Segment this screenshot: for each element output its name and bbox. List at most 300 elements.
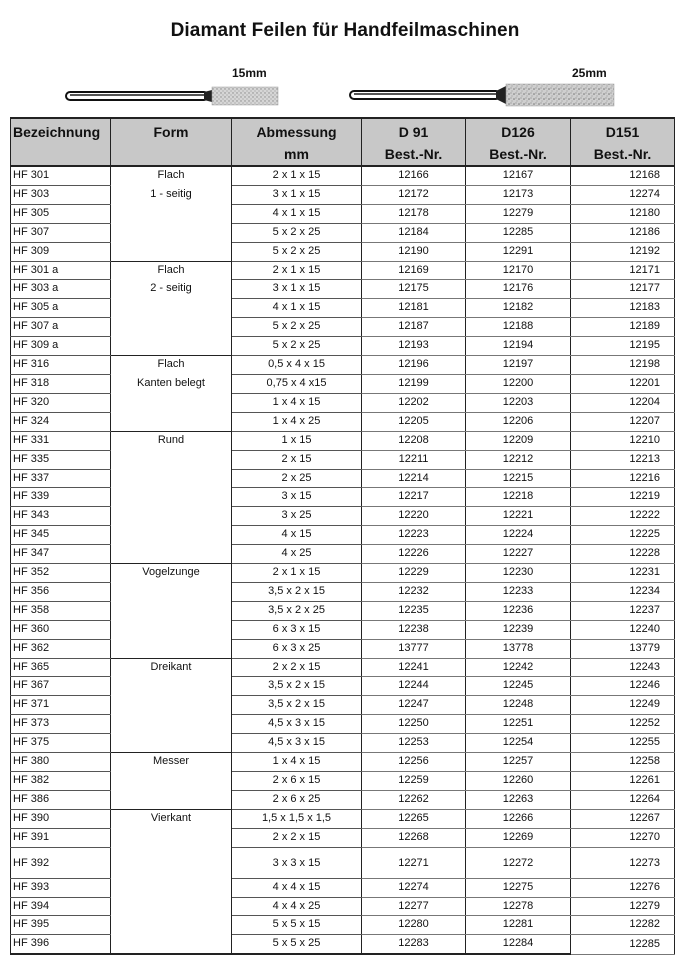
table-row [11,204,675,223]
cell-d126: 12279 [466,204,571,223]
cell-d126: 12236 [466,601,571,620]
table-row [11,166,675,185]
table-row [11,356,675,375]
cell-bezeichnung: HF 352 [11,564,111,583]
cell-d151: 12228 [571,545,675,564]
table-row [11,658,675,677]
cell-abmessung: 5 x 2 x 25 [232,318,362,337]
subheader-d126-bestnr: Best.-Nr. [466,143,571,166]
cell-bezeichnung: HF 309 [11,242,111,261]
cell-d126: 12269 [466,828,571,847]
cell-bezeichnung: HF 303 a [11,280,111,299]
cell-d91: 12220 [362,507,466,526]
cell-d151: 12282 [571,916,675,935]
cell-abmessung: 4 x 1 x 15 [232,204,362,223]
cell-d91: 12184 [362,223,466,242]
cell-form [111,299,232,318]
cell-d126: 12188 [466,318,571,337]
cell-form: Flach [111,356,232,375]
cell-d126: 12284 [466,935,571,954]
cell-abmessung: 3 x 3 x 15 [232,847,362,878]
cell-form [111,526,232,545]
cell-d126: 12257 [466,753,571,772]
cell-d126: 12248 [466,696,571,715]
cell-d126: 12254 [466,734,571,753]
cell-form [111,318,232,337]
cell-abmessung: 4 x 4 x 15 [232,878,362,897]
cell-d151: 12274 [571,185,675,204]
table-row [11,393,675,412]
table-row [11,185,675,204]
table-row [11,261,675,280]
cell-d91: 12187 [362,318,466,337]
table-row [11,488,675,507]
cell-d91: 12244 [362,677,466,696]
cell-d126: 13778 [466,639,571,658]
cell-bezeichnung: HF 392 [11,847,111,878]
cell-d151: 12243 [571,658,675,677]
table-subheader-row [11,143,675,166]
cell-form: Kanten belegt [111,374,232,393]
cell-d91: 12265 [362,809,466,828]
cell-bezeichnung: HF 365 [11,658,111,677]
cell-d91: 12262 [362,790,466,809]
table-row [11,337,675,356]
cell-d126: 12200 [466,374,571,393]
cell-d151: 12216 [571,469,675,488]
cell-d91: 12238 [362,620,466,639]
cell-form [111,847,232,878]
cell-d151: 12198 [571,356,675,375]
cell-d126: 12203 [466,393,571,412]
cell-form: Dreikant [111,658,232,677]
cell-d151: 12171 [571,261,675,280]
table-row [11,469,675,488]
table-row [11,223,675,242]
cell-d91: 12175 [362,280,466,299]
cell-d151: 12189 [571,318,675,337]
cell-form [111,469,232,488]
cell-d151: 12276 [571,878,675,897]
cell-form [111,582,232,601]
cell-d126: 12291 [466,242,571,261]
cell-d126: 12194 [466,337,571,356]
cell-abmessung: 3 x 15 [232,488,362,507]
cell-abmessung: 2 x 6 x 15 [232,772,362,791]
cell-d126: 12242 [466,658,571,677]
table-row [11,753,675,772]
cell-bezeichnung: HF 360 [11,620,111,639]
cell-abmessung: 2 x 1 x 15 [232,166,362,185]
cell-form [111,620,232,639]
cell-d151: 12195 [571,337,675,356]
cell-form [111,715,232,734]
cell-form: 1 - seitig [111,185,232,204]
table-row [11,318,675,337]
cell-bezeichnung: HF 380 [11,753,111,772]
cell-form: Flach [111,166,232,185]
cell-abmessung: 3,5 x 2 x 15 [232,582,362,601]
cell-bezeichnung: HF 391 [11,828,111,847]
cell-d151: 12240 [571,620,675,639]
cell-bezeichnung: HF 316 [11,356,111,375]
cell-abmessung: 6 x 3 x 15 [232,620,362,639]
cell-bezeichnung: HF 331 [11,431,111,450]
cell-form [111,897,232,916]
cell-d151: 12279 [571,897,675,916]
table-row [11,847,675,878]
cell-abmessung: 2 x 1 x 15 [232,261,362,280]
cell-abmessung: 4,5 x 3 x 15 [232,715,362,734]
cell-d91: 12181 [362,299,466,318]
table-row [11,677,675,696]
cell-d91: 12259 [362,772,466,791]
table-row [11,809,675,828]
table-row [11,526,675,545]
cell-d151: 12264 [571,790,675,809]
table-row [11,790,675,809]
cell-bezeichnung: HF 382 [11,772,111,791]
table-row [11,734,675,753]
table-row [11,715,675,734]
cell-d91: 13777 [362,639,466,658]
table-row [11,935,675,954]
cell-bezeichnung: HF 303 [11,185,111,204]
cell-bezeichnung: HF 301 a [11,261,111,280]
table-row [11,897,675,916]
cell-form [111,223,232,242]
cell-d126: 12266 [466,809,571,828]
cell-abmessung: 2 x 15 [232,450,362,469]
cell-d126: 12251 [466,715,571,734]
cell-bezeichnung: HF 367 [11,677,111,696]
subheader-abmessung-unit: mm [232,143,362,166]
cell-bezeichnung: HF 345 [11,526,111,545]
cell-form [111,916,232,935]
cell-d151: 12261 [571,772,675,791]
cell-d151: 12234 [571,582,675,601]
header-d91: D 91 [362,118,466,143]
cell-bezeichnung: HF 305 [11,204,111,223]
cell-abmessung: 4,5 x 3 x 15 [232,734,362,753]
cell-abmessung: 1,5 x 1,5 x 1,5 [232,809,362,828]
cell-d126: 12227 [466,545,571,564]
cell-d91: 12268 [362,828,466,847]
cell-abmessung: 5 x 2 x 25 [232,223,362,242]
cell-form [111,878,232,897]
table-header-row [11,118,675,143]
header-d126: D126 [466,118,571,143]
cell-d91: 12271 [362,847,466,878]
cell-d91: 12226 [362,545,466,564]
cell-d126: 12197 [466,356,571,375]
cell-form [111,790,232,809]
cell-d91: 12208 [362,431,466,450]
cell-bezeichnung: HF 347 [11,545,111,564]
cell-d91: 12241 [362,658,466,677]
file-label-15mm: 15mm [232,66,267,80]
cell-d126: 12182 [466,299,571,318]
cell-abmessung: 3,5 x 2 x 25 [232,601,362,620]
cell-d126: 12239 [466,620,571,639]
cell-d126: 12170 [466,261,571,280]
cell-d91: 12202 [362,393,466,412]
cell-d151: 12168 [571,166,675,185]
cell-d151: 12192 [571,242,675,261]
cell-d126: 12245 [466,677,571,696]
cell-d126: 12281 [466,916,571,935]
cell-abmessung: 0,75 x 4 x15 [232,374,362,393]
cell-d91: 12256 [362,753,466,772]
cell-bezeichnung: HF 373 [11,715,111,734]
cell-d151: 12180 [571,204,675,223]
table-row [11,696,675,715]
cell-abmessung: 2 x 6 x 25 [232,790,362,809]
cell-d126: 12221 [466,507,571,526]
cell-form: Messer [111,753,232,772]
table-row [11,639,675,658]
header-form: Form [111,118,232,143]
cell-d151: 12183 [571,299,675,318]
table-row [11,601,675,620]
cell-bezeichnung: HF 343 [11,507,111,526]
cell-d91: 12190 [362,242,466,261]
cell-abmessung: 3,5 x 2 x 15 [232,696,362,715]
cell-d91: 12196 [362,356,466,375]
cell-d126: 12224 [466,526,571,545]
cell-d91: 12172 [362,185,466,204]
cell-abmessung: 4 x 25 [232,545,362,564]
cell-d151: 12267 [571,809,675,828]
cell-bezeichnung: HF 324 [11,412,111,431]
cell-bezeichnung: HF 309 a [11,337,111,356]
cell-d126: 12285 [466,223,571,242]
table-row [11,772,675,791]
table-row [11,916,675,935]
cell-bezeichnung: HF 339 [11,488,111,507]
table-row [11,431,675,450]
subheader-form [111,143,232,166]
cell-d91: 12250 [362,715,466,734]
cell-bezeichnung: HF 375 [11,734,111,753]
subheader-d151-bestnr: Best.-Nr. [571,143,675,166]
cell-d151: 12177 [571,280,675,299]
cell-d151: 12246 [571,677,675,696]
cell-bezeichnung: HF 307 a [11,318,111,337]
table-row [11,878,675,897]
cell-d126: 12215 [466,469,571,488]
cell-d126: 12167 [466,166,571,185]
cell-d126: 12206 [466,412,571,431]
cell-form: 2 - seitig [111,280,232,299]
cell-d151: 12231 [571,564,675,583]
cell-form [111,412,232,431]
cell-d126: 12278 [466,897,571,916]
cell-form: Rund [111,431,232,450]
cell-bezeichnung: HF 305 a [11,299,111,318]
cell-d151: 12210 [571,431,675,450]
cell-abmessung: 3 x 25 [232,507,362,526]
cell-d151: 12204 [571,393,675,412]
cell-d91: 12193 [362,337,466,356]
cell-form [111,639,232,658]
cell-d126: 12212 [466,450,571,469]
cell-d151: 12207 [571,412,675,431]
page-title: Diamant Feilen für Handfeilmaschinen [170,20,520,41]
cell-abmessung: 4 x 15 [232,526,362,545]
cell-bezeichnung: HF 356 [11,582,111,601]
cell-bezeichnung: HF 386 [11,790,111,809]
cell-d126: 12233 [466,582,571,601]
cell-form [111,204,232,223]
cell-d126: 12260 [466,772,571,791]
cell-abmessung: 3 x 1 x 15 [232,185,362,204]
cell-bezeichnung: HF 307 [11,223,111,242]
cell-form [111,772,232,791]
cell-form [111,601,232,620]
cell-d151: 12255 [571,734,675,753]
cell-abmessung: 4 x 1 x 15 [232,299,362,318]
cell-bezeichnung: HF 395 [11,916,111,935]
subheader-bezeichnung [11,143,111,166]
cell-d91: 12169 [362,261,466,280]
cell-abmessung: 5 x 2 x 25 [232,242,362,261]
header-bezeichnung: Bezeichnung [11,118,111,143]
table-row [11,582,675,601]
cell-abmessung: 2 x 25 [232,469,362,488]
file-label-25mm: 25mm [572,66,607,80]
cell-d91: 12199 [362,374,466,393]
table-row [11,507,675,526]
table-row [11,545,675,564]
cell-abmessung: 3,5 x 2 x 15 [232,677,362,696]
header-abmessung: Abmessung [232,118,362,143]
cell-d126: 12263 [466,790,571,809]
cell-d126: 12209 [466,431,571,450]
cell-form: Vierkant [111,809,232,828]
cell-abmessung: 3 x 1 x 15 [232,280,362,299]
cell-bezeichnung: HF 337 [11,469,111,488]
cell-bezeichnung: HF 396 [11,935,111,954]
cell-bezeichnung: HF 362 [11,639,111,658]
cell-form [111,507,232,526]
cell-d91: 12205 [362,412,466,431]
cell-form [111,450,232,469]
cell-bezeichnung: HF 394 [11,897,111,916]
cell-abmessung: 5 x 2 x 25 [232,337,362,356]
cell-d91: 12283 [362,935,466,954]
cell-d151: 13779 [571,639,675,658]
cell-d91: 12214 [362,469,466,488]
cell-d91: 12247 [362,696,466,715]
cell-d151: 12270 [571,828,675,847]
cell-d151: 12213 [571,450,675,469]
cell-bezeichnung: HF 393 [11,878,111,897]
table-row [11,450,675,469]
table-row [11,374,675,393]
cell-d126: 12218 [466,488,571,507]
cell-abmessung: 2 x 2 x 15 [232,828,362,847]
cell-form [111,393,232,412]
cell-bezeichnung: HF 335 [11,450,111,469]
cell-form: Vogelzunge [111,564,232,583]
cell-abmessung: 5 x 5 x 25 [232,935,362,954]
cell-d126: 12272 [466,847,571,878]
cell-d151: 12258 [571,753,675,772]
cell-form [111,935,232,954]
cell-d126: 12230 [466,564,571,583]
cell-d151: 12273 [571,847,675,878]
cell-d91: 12280 [362,916,466,935]
table-row [11,564,675,583]
cell-abmessung: 6 x 3 x 25 [232,639,362,658]
cell-d151: 12237 [571,601,675,620]
cell-abmessung: 1 x 4 x 25 [232,412,362,431]
cell-d151: 12186 [571,223,675,242]
cell-d151: 12249 [571,696,675,715]
cell-abmessung: 4 x 4 x 25 [232,897,362,916]
cell-abmessung: 1 x 4 x 15 [232,393,362,412]
cell-d91: 12211 [362,450,466,469]
cell-form [111,242,232,261]
cell-d151: 12285 [571,935,675,954]
diamond-file-15mm-image [64,84,282,108]
diamond-file-25mm-image [348,82,618,108]
table-row [11,280,675,299]
cell-bezeichnung: HF 301 [11,166,111,185]
cell-d91: 12217 [362,488,466,507]
cell-d91: 12232 [362,582,466,601]
cell-bezeichnung: HF 390 [11,809,111,828]
cell-d91: 12178 [362,204,466,223]
cell-form [111,488,232,507]
cell-d91: 12253 [362,734,466,753]
table-row [11,299,675,318]
cell-form [111,337,232,356]
subheader-d91-bestnr: Best.-Nr. [362,143,466,166]
table-row [11,412,675,431]
cell-d126: 12275 [466,878,571,897]
header-d151: D151 [571,118,675,143]
cell-abmessung: 1 x 4 x 15 [232,753,362,772]
cell-d151: 12222 [571,507,675,526]
cell-bezeichnung: HF 358 [11,601,111,620]
cell-form [111,545,232,564]
cell-abmessung: 1 x 15 [232,431,362,450]
table-row [11,828,675,847]
cell-d151: 12252 [571,715,675,734]
cell-d151: 12219 [571,488,675,507]
cell-form [111,677,232,696]
cell-abmessung: 0,5 x 4 x 15 [232,356,362,375]
cell-d151: 12201 [571,374,675,393]
cell-form [111,696,232,715]
cell-bezeichnung: HF 371 [11,696,111,715]
cell-d91: 12274 [362,878,466,897]
cell-form [111,828,232,847]
table-row [11,242,675,261]
cell-d91: 12166 [362,166,466,185]
cell-bezeichnung: HF 320 [11,393,111,412]
cell-abmessung: 5 x 5 x 15 [232,916,362,935]
cell-form [111,734,232,753]
cell-d151: 12225 [571,526,675,545]
cell-abmessung: 2 x 1 x 15 [232,564,362,583]
cell-d126: 12176 [466,280,571,299]
table-row [11,620,675,639]
cell-abmessung: 2 x 2 x 15 [232,658,362,677]
product-table [10,117,675,955]
